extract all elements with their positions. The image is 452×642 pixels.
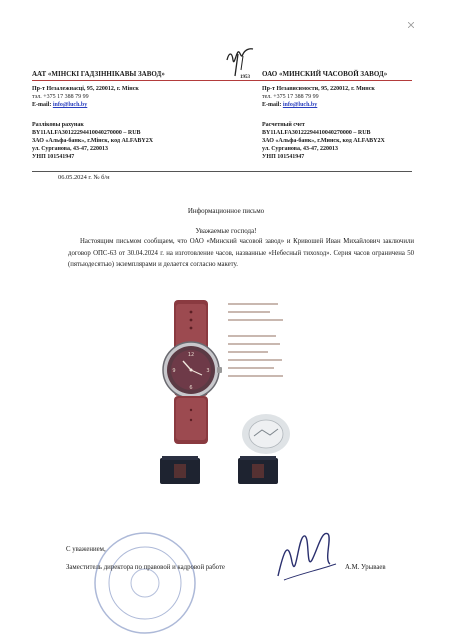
right-bank: ЗАО «Альфа-банк», г.Минск, код ALFABY2X [262, 138, 385, 144]
corner-mark [408, 22, 414, 28]
left-bank-address: ул. Сурганова, 43-47, 220013 [32, 146, 109, 152]
svg-text:9: 9 [172, 368, 176, 374]
right-email-label: E-mail: [262, 102, 283, 108]
left-account-label: Разліковы рахунак [32, 122, 84, 128]
right-bank-address: ул. Сурганова, 43-47, 220013 [262, 146, 339, 152]
right-address: Пр-т Независимости, 95, 220012, г. Минск [262, 86, 375, 92]
letter-body: Настоящим письмом сообщаем, что ОАО «Минский часовой завод» и Кривошей Иван Михайлович заключили договор ОПС-63 от 30.04.2024 г. на изготовление часов, названные «Небесный тихоход». Серия часов ограничена 50 (пятьюдесятью) экземплярами и делается согласно макету. [68, 238, 414, 268]
right-account: BY11ALFA30122294410040270000 – RUB [262, 130, 371, 136]
signatory-name: А.М. Урываев [345, 564, 386, 571]
date-and-number: 06.05.2024 г. № б/н [58, 174, 110, 181]
signatory-role: Заместитель директора по правовой и кадровой работе [66, 564, 225, 571]
official-stamp [90, 528, 200, 638]
left-email [32, 102, 87, 110]
right-email-link[interactable]: info@luch.by [282, 102, 318, 108]
header-divider [32, 80, 412, 81]
right-account-label: Расчетный счет [262, 122, 305, 128]
left-email-link[interactable]: info@luch.by [52, 102, 88, 108]
right-email [262, 102, 317, 110]
left-email-label: E-mail: [32, 102, 53, 108]
right-unp: УНП 101541947 [262, 154, 305, 160]
left-unp: УНП 101541947 [32, 154, 75, 160]
left-account: BY11ALFA30122294410040270000 – RUB [32, 130, 141, 136]
org-name-belarusian: ААТ «МІНСКІ ГАДЗІННІКАВЫ ЗАВОД» [32, 70, 165, 78]
left-bank: ЗАО «Альфа-банк», г.Мінск, код ALFABY2X [32, 138, 154, 144]
watch-spec-notes [228, 300, 298, 380]
svg-text:6: 6 [189, 385, 193, 391]
letter-greeting: Уважаемые господа! [195, 227, 257, 235]
header-bottom-rule [32, 171, 412, 172]
closing-phrase: С уважением, [66, 546, 106, 553]
svg-text:3: 3 [206, 368, 210, 374]
right-phone: тел. +375 17 388 79 99 [262, 94, 319, 100]
svg-text:12: 12 [187, 352, 195, 358]
letter-title: Информационное письмо [187, 207, 265, 215]
left-address: Пр-т Незалежнасці, 95, 220012, г. Мінск [32, 86, 139, 92]
org-name-russian: ОАО «МИНСКИЙ ЧАСОВОЙ ЗАВОД» [262, 70, 388, 78]
left-phone: тэл. +375 17 388 79 99 [32, 94, 89, 100]
handwritten-signature [270, 520, 340, 600]
logo-year: 1953 [240, 75, 250, 80]
